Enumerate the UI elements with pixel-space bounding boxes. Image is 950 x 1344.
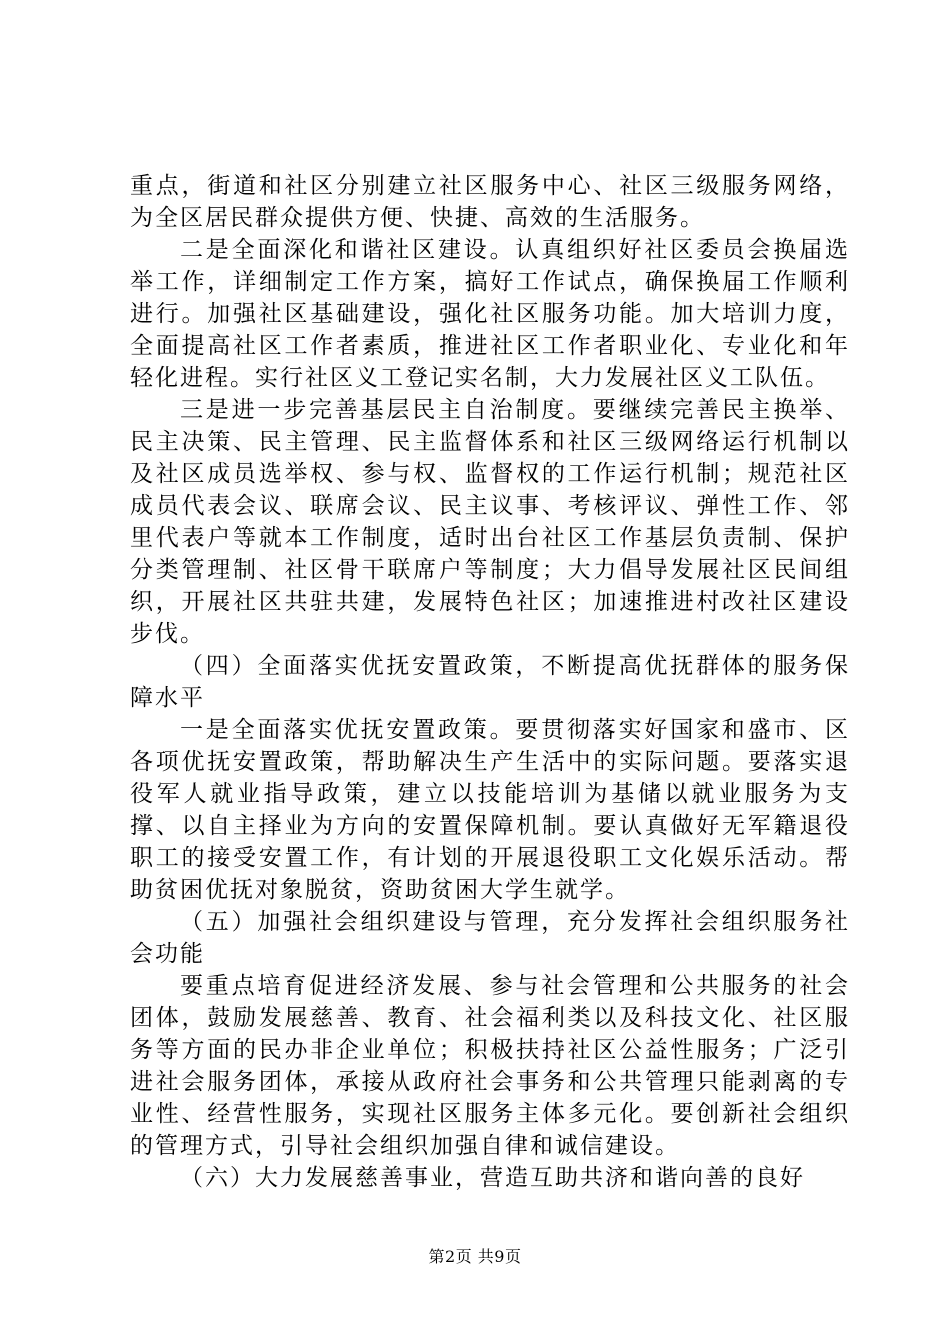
section-heading-4: （四）全面落实优抚安置政策，不断提高优抚群体的服务保障水平 (130, 653, 850, 711)
paragraph-continuation: 重点，街道和社区分别建立社区服务中心、社区三级服务网络，为全区居民群众提供方便、快捷、高效的生活服务。 (130, 173, 850, 231)
section-heading-6: （六）大力发展慈善事业，营造互助共济和谐向善的良好 (180, 1165, 805, 1191)
section-heading-5: （五）加强社会组织建设与管理，充分发挥社会组织服务社会功能 (130, 909, 850, 967)
paragraph-resettlement-policy: 一是全面落实优抚安置政策。要贯彻落实好国家和盛市、区各项优抚安置政策，帮助解决生产生活中的实际问题。要落实退役军人就业指导政策，建立以技能培训为基储以就业服务为支撑、以自主择业为方向的安置保障机制。要认真做好无军籍退役职工的接受安置工作，有计划的开展退役职工文化娱乐活动。帮助贫困优抚对象脱贫，资助贫困大学生就学。 (130, 717, 850, 903)
paragraph-grassroots-democracy: 三是进一步完善基层民主自治制度。要继续完善民主换举、民主决策、民主管理、民主监督体系和社区三级网络运行机制以及社区成员选举权、参与权、监督权的工作运行机制；规范社区成员代表会议、联席会议、民主议事、考核评议、弹性工作、邻里代表户等就本工作制度，适时出台社区工作基层负责制、保护分类管理制、社区骨干联席户等制度；大力倡导发展社区民间组织，开展社区共驻共建，发展特色社区；加速推进村改社区建设步伐。 (130, 397, 850, 647)
paragraph-community-building: 二是全面深化和谐社区建设。认真组织好社区委员会换届选举工作，详细制定工作方案，搞好工作试点，确保换届工作顺利进行。加强社区基础建设，强化社区服务功能。加大培训力度，全面提高社区工作者素质，推进社区工作者职业化、专业化和年轻化进程。实行社区义工登记实名制，大力发展社区义工队伍。 (130, 237, 850, 391)
page-number-footer: 第2页 共9页 (428, 1247, 522, 1266)
document-body (130, 170, 850, 1194)
paragraph-social-organizations: 要重点培育促进经济发展、参与社会管理和公共服务的社会团体，鼓励发展慈善、教育、社会福利类以及科技文化、社区服务等方面的民办非企业单位；积极扶持社区公益性服务；广泛引进社会服务团体，承接从政府社会事务和公共管理只能剥离的专业性、经营性服务，实现社区服务主体多元化。要创新社会组织的管理方式，引导社会组织加强自律和诚信建设。 (130, 973, 850, 1159)
